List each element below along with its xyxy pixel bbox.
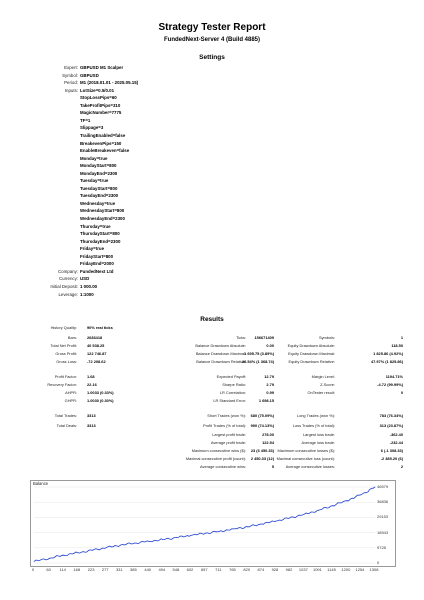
settings-value: Friday=true bbox=[80, 246, 105, 252]
balance-point bbox=[205, 533, 206, 534]
report-title: Strategy Tester Report bbox=[158, 22, 266, 33]
balance-point bbox=[304, 514, 305, 515]
results-heading: Results bbox=[200, 316, 224, 323]
settings-value: TF=1 bbox=[80, 117, 91, 123]
settings-value: LotSize=0.5/0.01 bbox=[80, 87, 115, 93]
result-label: Average consecutive wins: bbox=[200, 464, 246, 469]
x-tick-label: 1308 bbox=[369, 567, 379, 572]
settings-value: ThursdayEnd=2300 bbox=[80, 238, 121, 244]
settings-value: FundedNext Ltd bbox=[80, 268, 114, 274]
x-tick-label: 765 bbox=[229, 567, 236, 572]
settings-row bbox=[0, 291, 424, 299]
balance-point bbox=[176, 537, 177, 538]
balance-point bbox=[148, 541, 149, 542]
result-label: Average loss trade: bbox=[301, 440, 335, 445]
result-label: Symbols: bbox=[319, 335, 335, 340]
result-value: 0.99 bbox=[266, 390, 274, 395]
result-value: 122 746.87 bbox=[87, 351, 107, 356]
result-value: 23 (3 450.33) bbox=[250, 448, 274, 453]
x-tick-label: 168 bbox=[73, 567, 81, 572]
balance-point bbox=[318, 510, 319, 511]
x-tick-label: 928 bbox=[271, 567, 279, 572]
settings-label: Symbol: bbox=[62, 72, 78, 78]
settings-value: Monday=true bbox=[80, 155, 108, 161]
balance-line bbox=[34, 487, 375, 561]
balance-point bbox=[63, 555, 64, 556]
result-value: 2.79 bbox=[266, 382, 274, 387]
results-row bbox=[0, 350, 424, 358]
x-tick-label: 1091 bbox=[312, 567, 322, 572]
results-row bbox=[0, 397, 424, 405]
balance-point bbox=[375, 487, 376, 488]
result-value: 2 450.33 (12) bbox=[250, 456, 274, 461]
results-row bbox=[0, 389, 424, 397]
results-row bbox=[0, 431, 424, 439]
settings-value: StopLossPips=60 bbox=[80, 95, 117, 101]
result-value: 1 bbox=[400, 335, 403, 340]
balance-point bbox=[120, 545, 121, 546]
x-tick-label: 1254 bbox=[355, 567, 365, 572]
x-tick-label: 874 bbox=[257, 567, 265, 572]
result-label: Total Net Profit: bbox=[50, 343, 77, 348]
results-row bbox=[0, 334, 424, 342]
x-tick-label: 711 bbox=[215, 567, 222, 572]
result-label: Z-Score: bbox=[320, 382, 335, 387]
result-value: -2 385.20 (6) bbox=[380, 456, 403, 461]
result-label: Bars: bbox=[67, 335, 77, 340]
settings-value: ThursdayStart=800 bbox=[80, 231, 120, 237]
result-value: 26.54% (1 368.74) bbox=[241, 359, 274, 364]
settings-value: USD bbox=[80, 276, 90, 282]
x-tick-label: 1037 bbox=[298, 567, 308, 572]
x-tick-label: 820 bbox=[243, 567, 251, 572]
settings-value: FridayStart=800 bbox=[80, 253, 114, 259]
balance-point bbox=[332, 505, 333, 506]
result-value: 783 (76.34%) bbox=[379, 413, 403, 418]
x-tick-label: 982 bbox=[285, 567, 293, 572]
result-label: Long Trades (won %): bbox=[296, 413, 335, 418]
settings-value: FridayEnd=2000 bbox=[80, 261, 114, 267]
settings-heading: Settings bbox=[199, 54, 225, 61]
result-value: 3313 bbox=[87, 413, 96, 418]
results-row bbox=[0, 412, 424, 420]
x-tick-label: 548 bbox=[172, 567, 180, 572]
settings-label: Company: bbox=[57, 268, 78, 274]
settings-value: TakeProfitPips=310 bbox=[80, 102, 121, 108]
result-label: GHPR: bbox=[64, 398, 77, 403]
settings-value: 1 000.00 bbox=[80, 283, 98, 289]
balance-point bbox=[162, 539, 163, 540]
balance-point bbox=[361, 494, 362, 495]
result-label: Equity Drawdown Relative: bbox=[288, 359, 335, 364]
result-value: 90% real ticks bbox=[87, 325, 113, 330]
result-value: 6 (-1 308.33) bbox=[380, 448, 403, 453]
settings-label: Leverage: bbox=[58, 291, 78, 297]
result-value: 2 bbox=[400, 464, 403, 469]
result-label: Short Trades (won %): bbox=[207, 413, 246, 418]
result-label: Largest profit trade: bbox=[212, 432, 246, 437]
settings-label: Currency: bbox=[58, 276, 78, 282]
balance-point bbox=[34, 561, 35, 562]
result-label: LR Standard Error: bbox=[213, 398, 246, 403]
balance-point bbox=[233, 528, 234, 529]
result-value: 5 bbox=[271, 464, 274, 469]
result-label: Total Trades: bbox=[54, 413, 77, 418]
result-label: Gross Loss: bbox=[56, 359, 77, 364]
balance-chart-svg bbox=[31, 481, 395, 566]
settings-value: GBPUSD bbox=[80, 72, 99, 78]
y-tick-label: 36836 bbox=[377, 499, 389, 505]
result-value: 1 825.86 (4.92%) bbox=[373, 351, 403, 356]
result-label: Maximum consecutive losses ($): bbox=[277, 448, 335, 453]
balance-point bbox=[134, 543, 135, 544]
settings-value: M1 (2018.01.01 - 2025.05.15) bbox=[80, 80, 139, 86]
balance-point bbox=[191, 535, 192, 536]
chart-title: Balance bbox=[33, 481, 49, 486]
result-value: 2683418 bbox=[87, 335, 103, 340]
result-label: History Quality: bbox=[50, 325, 77, 330]
result-value: 47.97% (1 825.86) bbox=[370, 359, 403, 364]
results-row bbox=[0, 455, 424, 463]
balance-point bbox=[92, 550, 93, 551]
result-label: Maximal consecutive profit (count): bbox=[185, 456, 246, 461]
report-subtitle: FundedNext-Server 4 (Build 4885) bbox=[163, 37, 261, 43]
balance-point bbox=[219, 531, 220, 532]
settings-label: Initial Deposit: bbox=[50, 283, 78, 289]
result-label: Gross Profit: bbox=[55, 351, 77, 356]
result-label: Maximum consecutive wins ($): bbox=[191, 448, 246, 453]
settings-value: MondayStart=800 bbox=[80, 163, 117, 169]
settings-label: Inputs: bbox=[64, 87, 78, 93]
settings-label: Period: bbox=[64, 80, 78, 86]
result-value: 990 (74.13%) bbox=[250, 423, 274, 428]
result-value: -362.40 bbox=[389, 432, 403, 437]
settings-value: WednesdayStart=800 bbox=[80, 208, 125, 214]
balance-chart bbox=[30, 480, 396, 567]
settings-value: WednesdayEnd=2300 bbox=[80, 216, 125, 221]
settings-value: MondayEnd=2300 bbox=[80, 170, 118, 176]
x-tick-label: 385 bbox=[130, 567, 137, 572]
results-row bbox=[0, 373, 424, 381]
result-label: AHPR: bbox=[65, 390, 77, 395]
result-value: 156671409 bbox=[254, 335, 274, 340]
result-label: Profit Factor: bbox=[54, 374, 77, 379]
result-label: Sharpe Ratio: bbox=[222, 382, 246, 387]
result-label: Ticks: bbox=[235, 335, 246, 340]
y-tick-label: 0 bbox=[377, 560, 380, 565]
x-tick-label: 114 bbox=[59, 567, 66, 572]
results-row bbox=[0, 439, 424, 447]
result-value: -232.44 bbox=[389, 440, 403, 445]
x-tick-label: 657 bbox=[200, 567, 208, 572]
settings-value: TuesdayEnd=2300 bbox=[80, 193, 119, 199]
result-label: OnTester result: bbox=[307, 390, 335, 395]
x-tick-label: 0 bbox=[31, 567, 35, 572]
settings-value: BreakevenPips=150 bbox=[80, 140, 122, 146]
result-label: Loss Trades (% of total): bbox=[292, 423, 335, 428]
result-value: 122.54 bbox=[262, 440, 274, 445]
x-tick-label: 1145 bbox=[327, 567, 336, 572]
result-label: Margin Level: bbox=[311, 374, 335, 379]
settings-value: Slippage=3 bbox=[80, 125, 104, 131]
result-label: Largest loss trade: bbox=[302, 432, 335, 437]
results-row bbox=[0, 381, 424, 389]
settings-value: GBPUSD M1 Scalper bbox=[80, 65, 124, 70]
result-value: 278.00 bbox=[262, 432, 274, 437]
result-value: 0 bbox=[400, 390, 403, 395]
x-tick-label: 331 bbox=[115, 567, 123, 572]
result-value: 3313 bbox=[87, 423, 96, 428]
result-value: -4.72 (99.99%) bbox=[377, 382, 403, 387]
result-value: 118.50 bbox=[391, 343, 403, 348]
result-label: LR Correlation: bbox=[219, 390, 246, 395]
settings-value: Wednesday=true bbox=[80, 200, 116, 206]
settings-value: Tuesday=true bbox=[80, 178, 109, 184]
x-tick-label: 1200 bbox=[341, 567, 351, 572]
x-tick-label: 440 bbox=[144, 567, 152, 572]
result-value: 1 695.75 (3.89%) bbox=[244, 351, 274, 356]
result-label: Balance Drawdown Relative: bbox=[196, 359, 246, 364]
result-label: Profit Trades (% of total): bbox=[202, 423, 246, 428]
results-row bbox=[0, 342, 424, 350]
x-tick-label: 277 bbox=[101, 567, 109, 572]
result-value: 1 698.15 bbox=[258, 398, 274, 403]
results-row bbox=[0, 447, 424, 455]
x-tick-label: 602 bbox=[186, 567, 194, 572]
result-label: Equity Drawdown Absolute: bbox=[287, 343, 335, 348]
result-value: 1194.71% bbox=[385, 374, 403, 379]
balance-point bbox=[276, 521, 277, 522]
x-tick-label: 60 bbox=[46, 567, 51, 572]
result-label: Average consecutive losses: bbox=[285, 464, 335, 469]
result-value: 0.00 bbox=[266, 343, 274, 348]
results-row bbox=[0, 358, 424, 366]
result-label: Total Deals: bbox=[56, 423, 77, 428]
settings-value: 1:1000 bbox=[80, 291, 94, 297]
result-label: Equity Drawdown Maximal: bbox=[288, 351, 335, 356]
result-label: Balance Drawdown Maximal: bbox=[195, 351, 246, 356]
y-tick-label: 46579 bbox=[377, 484, 389, 489]
settings-value: TuesdayStart=800 bbox=[80, 185, 118, 191]
result-label: Maximal consecutive loss (count): bbox=[276, 456, 335, 461]
result-value: 12.79 bbox=[264, 374, 274, 379]
settings-value: MagicNumber=7775 bbox=[80, 110, 122, 116]
result-label: Expected Payoff: bbox=[216, 374, 246, 379]
result-value: -72 208.62 bbox=[87, 359, 106, 364]
results-row bbox=[0, 463, 424, 471]
y-tick-label: 9728 bbox=[377, 544, 386, 550]
settings-value: TrailingEnabled=false bbox=[80, 132, 126, 138]
result-value: 1.68 bbox=[87, 374, 95, 379]
result-label: Recovery Factor: bbox=[47, 382, 77, 387]
result-label: Average profit trade: bbox=[210, 440, 246, 445]
balance-point bbox=[106, 547, 107, 548]
result-value: 1.0030 (0.30%) bbox=[87, 398, 114, 403]
balance-point bbox=[247, 526, 248, 527]
x-tick-label: 223 bbox=[87, 567, 95, 572]
results-row bbox=[0, 422, 424, 430]
result-value: 40 538.25 bbox=[87, 343, 105, 348]
result-value: 680 (75.09%) bbox=[250, 413, 274, 418]
y-tick-label: 18943 bbox=[377, 529, 389, 535]
settings-value: Thursday=true bbox=[80, 223, 111, 229]
result-value: 22.16 bbox=[87, 382, 97, 387]
settings-label: Expert: bbox=[64, 65, 78, 70]
balance-point bbox=[290, 517, 291, 518]
result-value: 1.0033 (0.33%) bbox=[87, 390, 114, 395]
balance-point bbox=[261, 524, 262, 525]
result-label: Balance Drawdown Absolute: bbox=[195, 343, 246, 348]
balance-point bbox=[346, 500, 347, 501]
settings-value: EnableBreakeven=false bbox=[80, 148, 130, 154]
y-tick-label: 29153 bbox=[377, 514, 389, 520]
result-value: 313 (23.87%) bbox=[379, 423, 403, 428]
balance-point bbox=[77, 552, 78, 553]
x-tick-label: 494 bbox=[158, 567, 166, 572]
results-row bbox=[0, 324, 424, 332]
balance-point bbox=[49, 558, 50, 559]
